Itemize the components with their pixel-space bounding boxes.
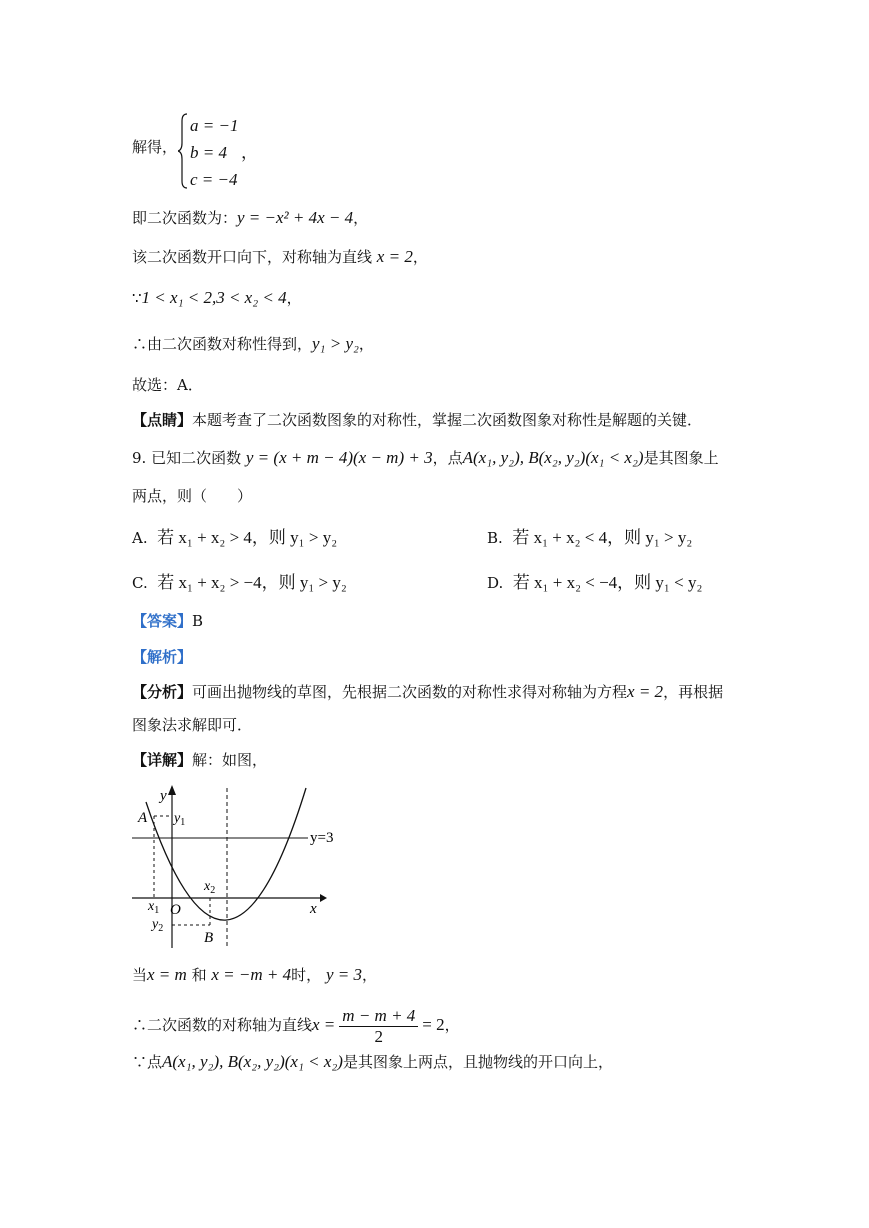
xiangjie-tag: 【详解】 [132,751,193,769]
answer-tag: 【答案】 [132,612,193,630]
therefore-text: ∴由二次函数对称性得到， [132,335,313,353]
eq-c: c = −4 [190,170,238,189]
x2-sub: 2 [210,885,216,896]
xiangjie-line [132,749,267,771]
when-and: 和 [191,966,207,984]
parabola-graph [130,780,345,955]
y2-label [150,917,163,934]
fenxi-text-tail: ，再根据 [663,683,724,701]
question-function: y = (x + m − 4)(x − m) + 3 [245,448,433,467]
option-d-label: D. [487,574,504,592]
last-line [132,1051,613,1073]
parabola-curve [146,788,306,920]
x1-label [147,899,159,916]
answer-line [132,610,203,632]
question-9 [132,447,719,469]
option-a-label: A. [132,529,148,547]
point-a-label: A [138,810,148,826]
eq-b-text: b = 4 [190,143,227,162]
fenxi-formula: x = 2 [627,682,664,701]
option-b-text: 若 x₁ + x₂ < 4，则 y₁ > y₂ [512,528,693,547]
eq-b [190,139,258,166]
comment-tag: 【点睛】 [132,411,193,429]
when-text: 当 [132,966,148,984]
x2-main: x [204,879,211,894]
y-axis-label: y [160,788,167,804]
last-text-b: 是其图象上两点，且抛物线的开口向上， [342,1053,613,1071]
last-text-a: ∵点 [132,1053,163,1071]
function-formula: y = −x² + 4x − 4 [237,208,354,227]
option-a-text: 若 x₁ + x₂ > 4，则 y₁ > y₂ [157,528,338,547]
when-formula-2: x = −m + 4 [211,965,292,984]
question-points: A(x₁, y₂), B(x₂, y₂)(x₁ < x₂) [462,448,644,467]
when-line: 当x = m 和 x = −m + 4时， y = 3， [132,965,377,984]
brace-icon [178,113,188,189]
because-symbol: ∵ [132,289,142,307]
when-time: 时， [291,966,322,984]
y-axis-arrow-icon [168,785,176,795]
x-axis-arrow-icon [320,894,327,902]
analysis-tag [132,646,192,668]
fraction-numerator: m − m + 4 [339,1006,418,1027]
question-prefix: 已知二次函数 [151,449,242,467]
fenxi-line-1 [132,681,723,703]
fenxi-text: 可画出抛物线的草图，先根据二次函数的对称性求得对称轴为方程 [192,683,628,701]
y1-main: y [174,811,181,826]
question-line-2: 两点，则（ ） [132,487,253,505]
analysis-tag-text: 【解析】 [132,648,193,666]
fenxi-line-2: 图象法求解即可． [132,716,253,734]
last-formula: A(x₁, y₂), B(x₂, y₂)(x₁ < x₂) [162,1052,343,1071]
opening-line: 该二次函数开口向下，对称轴为直线 x = 2， [132,247,428,266]
fraction [339,1006,418,1047]
comment-text: 本题考查了二次函数图象的对称性，掌握二次函数图象对称性是解题的关键． [192,411,703,429]
choose-line: 故选：A． [132,376,203,394]
y1-sub: 1 [180,817,186,828]
axis-text: ∴二次函数的对称轴为直线 [132,1016,313,1034]
line-y3-label: y=3 [310,830,334,846]
axis-x: x = [312,1015,336,1034]
answer-value: B [192,612,204,630]
when-formula-1: x = m [147,965,187,984]
y1-label [172,811,185,828]
eq-a: a = −1 [190,116,239,135]
because-formula: 1 < x₁ < 2,3 < x₂ < 4 [141,288,287,307]
y2-sub: 2 [158,923,164,934]
option-c-text: 若 x₁ + x₂ > −4，则 y₁ > y₂ [157,573,347,592]
function-line-text: 即二次函数为： [132,209,238,227]
option-c-label: C. [132,574,148,592]
comment-line [132,409,702,431]
question-mid: ，点 [432,449,463,467]
solve-label: 解得， [132,138,178,156]
axis-result: = 2 [422,1015,445,1034]
x-axis-label: x [310,901,317,917]
fenxi-tag: 【分析】 [132,683,193,701]
because-line: ∵1 < x₁ < 2,3 < x₂ < 4， [132,288,302,307]
fraction-denominator: 2 [374,1026,384,1046]
origin-label: O [170,902,181,918]
option-b-label: B. [487,529,503,547]
question-number: 9. [132,449,147,467]
when-formula-3: y = 3 [325,965,362,984]
therefore-line: ∴由二次函数对称性得到，y₁ > y₂， [132,334,374,353]
axis-line: ∴二次函数的对称轴为直线x = $\frac{m - m + 4}{2}$ = 2， [132,1005,460,1046]
point-b-label: B [204,930,214,946]
x1-sub: 1 [154,905,160,916]
eq-comma: ， [240,143,258,162]
therefore-formula: y₁ > y₂ [312,334,359,353]
option-d-text: 若 x₁ + x₂ < −4，则 y₁ < y₂ [512,573,703,592]
x2-label [203,879,215,896]
axis-formula: x = 2 [376,247,413,266]
opening-text: 该二次函数开口向下，对称轴为直线 [132,248,373,266]
option-b[interactable] [487,527,692,549]
xiangjie-text: 解：如图， [192,751,268,769]
option-d[interactable] [487,572,702,594]
question-suffix: 是其图象上 [643,449,719,467]
y2-main: y [152,917,159,932]
option-a[interactable] [132,527,337,549]
equation-system [190,112,258,193]
x1-main: x [148,899,155,914]
option-c[interactable] [132,572,347,594]
function-line: 即二次函数为：y = −x² + 4x − 4， [132,208,369,227]
